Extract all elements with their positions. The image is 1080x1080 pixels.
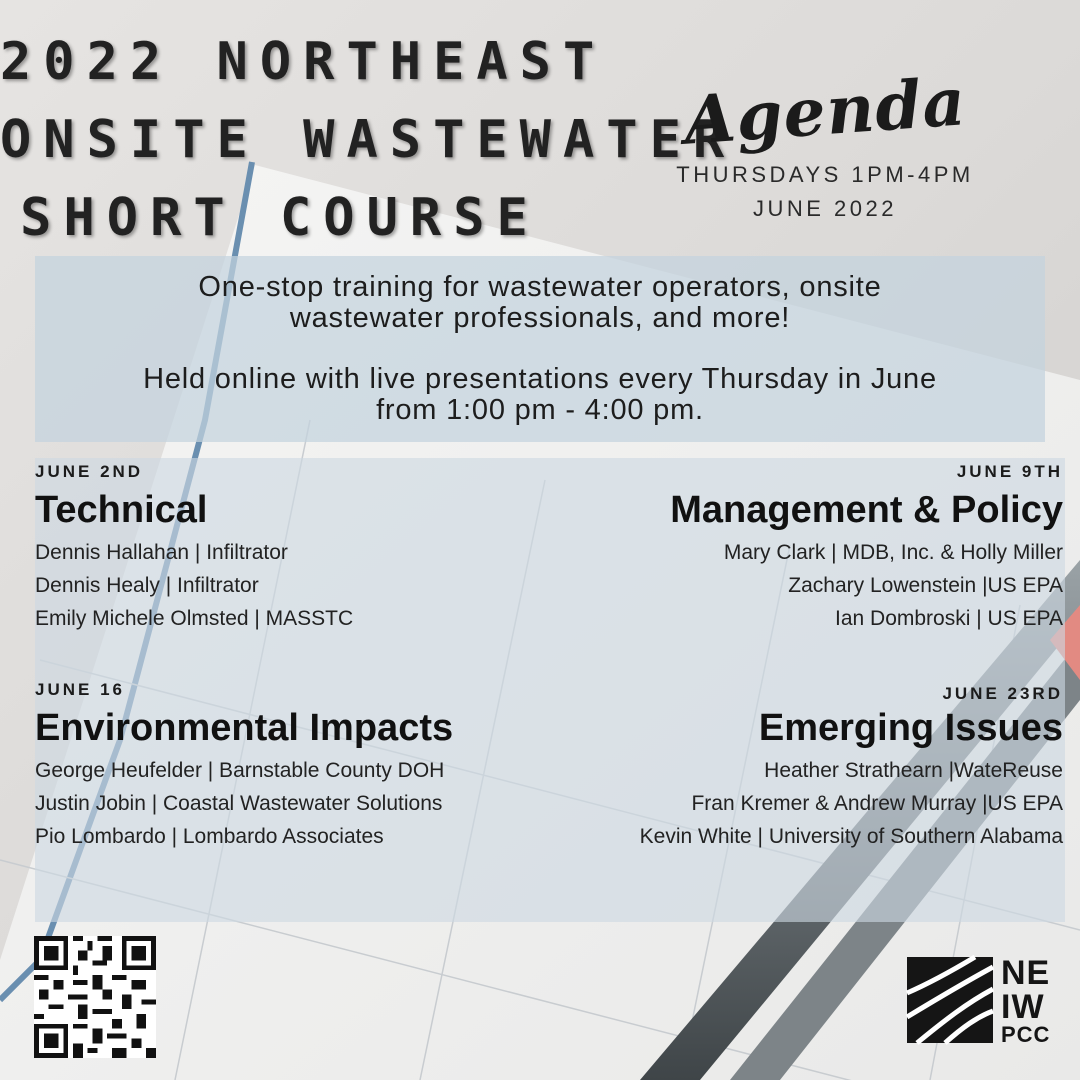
speaker-list [35, 754, 453, 853]
session-environmental-impacts [35, 680, 453, 853]
intro-schedule-note: Held online with live presentations every Thursday in June from 1:00 pm - 4:00 pm. [143, 363, 937, 426]
speaker-list [35, 536, 353, 635]
speaker-item: Zachary Lowenstein |US EPA [788, 574, 1063, 597]
session-management-policy [670, 462, 1063, 635]
speaker-item: Ian Dombroski | US EPA [835, 607, 1063, 630]
session-technical [35, 462, 353, 635]
session-date: JUNE 16 [35, 680, 125, 699]
session-topic: Technical [35, 489, 208, 531]
speaker-item: Justin Jobin | Coastal Wastewater Solutions [35, 792, 443, 815]
schedule-month: JUNE 2022 [752, 196, 897, 221]
event-title-line-3: SHORT COURSE [20, 188, 540, 248]
intro-description: One-stop training for wastewater operators, onsite wastewater professionals, and more! [198, 271, 882, 334]
speaker-item: Dennis Hallahan | Infiltrator [35, 541, 288, 564]
speaker-item: George Heufelder | Barnstable County DOH [35, 759, 445, 782]
session-topic: Environmental Impacts [35, 707, 454, 749]
logo-text-line-3: PCC [1001, 1022, 1051, 1047]
speaker-item: Mary Clark | MDB, Inc. & Holly Miller [723, 541, 1063, 564]
speaker-item: Fran Kremer & Andrew Murray |US EPA [691, 792, 1063, 815]
event-title-line-2: ONSITE WASTEWATER [0, 110, 737, 170]
schedule-days-time: THURSDAYS 1PM-4PM [676, 162, 974, 187]
speaker-item: Kevin White | University of Southern Alabama [639, 825, 1063, 848]
event-title-line-1: 2022 NORTHEAST [0, 32, 607, 92]
speaker-item: Emily Michele Olmsted | MASSTC [35, 607, 354, 630]
session-date: JUNE 2ND [35, 462, 144, 481]
session-topic: Emerging Issues [758, 707, 1063, 749]
speaker-list [640, 754, 1063, 853]
intro-panel [35, 256, 1045, 442]
session-emerging-issues [640, 684, 1063, 853]
session-topic: Management & Policy [670, 489, 1063, 531]
agenda-heading: Agenda [681, 62, 969, 160]
speaker-item: Dennis Healy | Infiltrator [35, 574, 259, 597]
logo-text-line-1: NE [1001, 954, 1051, 992]
speaker-item: Heather Strathearn |WateReuse [764, 759, 1063, 782]
session-date: JUNE 23RD [942, 684, 1063, 703]
qr-code-icon[interactable] [34, 936, 156, 1058]
speaker-item: Pio Lombardo | Lombardo Associates [35, 825, 384, 848]
logo-text-line-2: IW [1001, 988, 1045, 1026]
speaker-list [670, 536, 1063, 635]
sessions-panel [35, 458, 1065, 922]
session-date: JUNE 9TH [956, 462, 1063, 481]
